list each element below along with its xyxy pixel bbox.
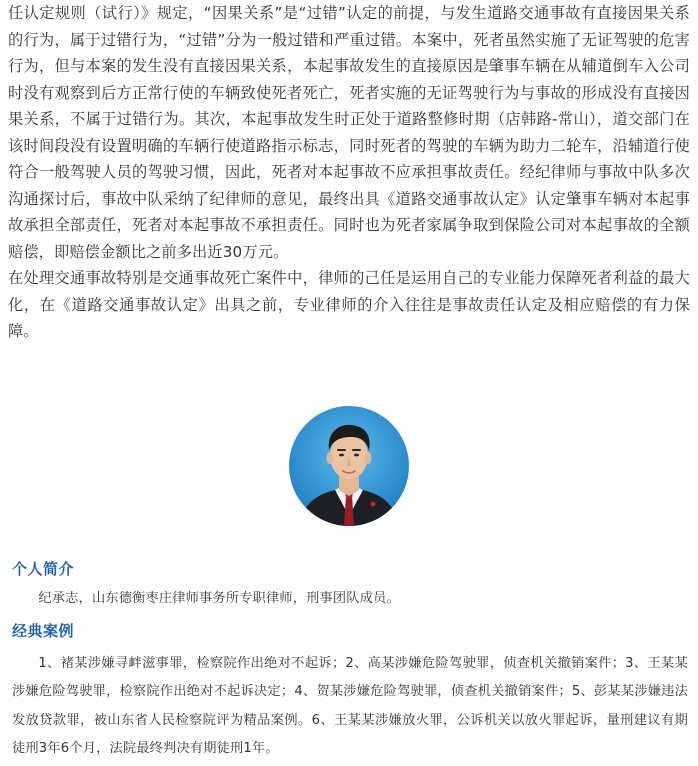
lawyer-portrait — [289, 406, 409, 526]
article-paragraph-2: 在处理交通事故特别是交通事故死亡案件中，律师的己任是运用自己的专业能力保障死者利益的最大化，在《道路交通事故认定》出具之前，专业律师的介入往往是事故责任认定及相应赔偿的有力保障。 — [8, 269, 690, 340]
bio-text: 纪承志，山东德衡枣庄律师事务所专职律师，刑事团队成员。 — [38, 591, 400, 606]
article-paragraph-1: 任认定规则（试行）》规定，“因果关系”是“过错”认定的前提，与发生道路交通事故有直接因果关系的行为，属于过错行为，“过错”分为一般过错和严重过错。本案中，死者虽然实施了无证驾驶的危害行为，但与本案的发生没有直接因果关系，本起事故发生的直接原因是肇事车辆在从辅道倒车入公司时没有观察到后方正常行使的车辆致使死者死亡，死者实施的无证驾驶行为与事故的形成没有直接因果关系，不属于过错行为。其次，本起事故发生时正处于道路整修时期（店韩路-常山），道交部门在该时间段没有设置明确的车辆行使道路指示标志，同时死者的驾驶的车辆为助力二轮车，沿辅道行使符合一般驾驶人员的驾驶习惯，因此，死者对本起事故不应承担事故责任。经纪律师与事故中队多次沟通探讨后，事故中队采纳了纪律师的意见，最终出具《道路交通事故认定》认定肇事车辆对本起事故承担全部责任，死者对本起事故不承担责任。同时也为死者家属争取到保险公司对本起事故的全额赔偿，即赔偿金额比之前多出近30万元。 — [8, 4, 690, 261]
bio-heading: 个人简介 — [12, 560, 75, 578]
cases-text: 1、褚某涉嫌寻衅滋事罪，检察院作出绝对不起诉；2、高某涉嫌危险驾驶罪，侦查机关撤销案件；3、王某某涉嫌危险驾驶罪，检察院作出绝对不起诉决定；4、贺某涉嫌危险驾驶罪，侦查机关撤销案件；5、彭某某涉嫌违法发放贷款罪，被山东省人民检察院评为精品案例。6、王某某涉嫌放火罪，公诉机关以放火罪起诉，量刑建议有期徒刑3年6个月，法院最终判决有期徒刑1年。 — [12, 656, 688, 757]
article-body — [0, 0, 698, 345]
cases-heading: 经典案例 — [12, 622, 75, 640]
portrait-illustration — [289, 406, 409, 526]
